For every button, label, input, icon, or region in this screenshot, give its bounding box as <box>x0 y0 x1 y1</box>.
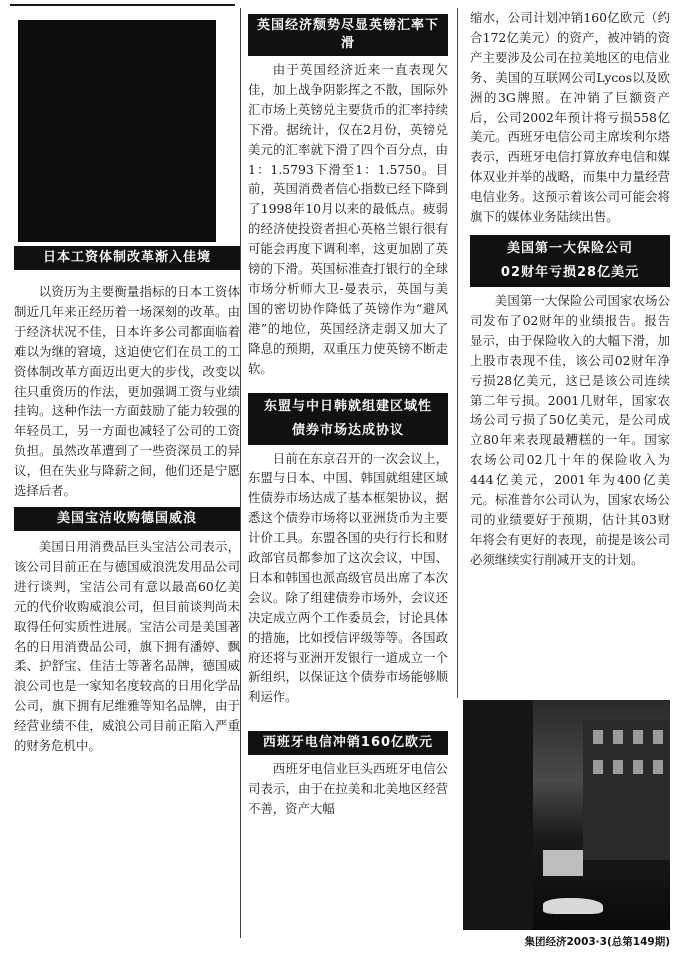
street-photo <box>463 700 670 930</box>
top-rule <box>10 4 235 6</box>
headline-pg-wella: 美国宝洁收购德国威浪 <box>14 507 240 531</box>
article-telefonica-start: 西班牙电信业巨头西班牙电信公司表示，由于在拉美和北美地区经营不善，资产大幅 <box>248 761 448 817</box>
headline-asean-bond-line2: 债券市场达成协议 <box>291 422 404 438</box>
column-divider <box>240 8 241 938</box>
column-divider <box>457 8 458 698</box>
article-japan-wage-reform: 以资历为主要衡量指标的日本工资体制近几年来正经历着一场深刻的改革。由于经济状况不佳，日本许多公司都面临着难以为继的窘境，这迫使它们在员工的工资体制改革方面迈出更大的步伐，改变以往只重资历的作法，更加强调工资与业绩挂钩。这种作法一方面鼓励了能力较强的年轻员工，另一方面也减轻了公司的工资负担。虽然改革遭到了一些资深员工的异议，但在失业与降薪之间，他们还是宁愿选择后者。 <box>14 284 240 499</box>
headline-insurance <box>470 235 670 287</box>
headline-uk-pound: 英国经济颓势尽显英镑汇率下滑 <box>248 14 448 56</box>
column-middle <box>248 14 448 939</box>
headline-asean-bond <box>248 393 448 445</box>
headline-japan-wage-reform: 日本工资体制改革渐入佳境 <box>14 246 240 270</box>
article-asean-bond: 日前在东京召开的一次会议上，东盟与日本、中国、韩国就组建区域性债券市场达成了基本框架协议，据悉这个债券市场将以亚洲货币为主要计价工具。东盟各国的央行行长和财政部官员都参加了这次会议，中国、日本和韩国也派高级官员出席了本次会议。除了组建债券市场外，会议还决定成立两个工作委员会，讨论具体的措施，比如授信评级等等。各国政府还将与亚洲开发银行一道成立一个新组织，以保证这个债券市场能够顺利运作。 <box>248 450 448 705</box>
page-footer: 集团经济2003·3(总第149期) <box>524 936 670 948</box>
column-right <box>470 8 670 698</box>
article-telefonica-continued: 缩水，公司计划冲销160亿欧元（约合172亿美元）的资产，被冲销的资产主要涉及公司在拉美地区的电信业务、美国的互联网公司Lycos以及欧洲的3G牌照。在冲销了巨额资产后，公司2002年预计将亏损558亿美元。西班牙电信公司主席埃利尔塔表示，西班牙电信打算放弃电信和媒体双业并举的战略，而集中力量经营电信业务。这预示着该公司可能会将旗下的媒体业务陆续出售。 <box>470 10 670 225</box>
article-pg-wella: 美国日用消费品巨头宝洁公司表示，该公司目前正在与德国威浪洗发用品公司进行谈判，宝洁公司有意以最高60亿美元的代价收购威浪公司，但目前谈判尚未取得任何实质性进展。宝洁公司是美国著名的日用消费品公司，旗下拥有潘婷、飘柔、护舒宝、佳洁士等著名品牌，德国威浪公司也是一家知名度较高的日用化学品公司，旗下拥有尼维雅等知名品牌，由于经营业绩不佳，威浪公司目前正陷入严重的财务危机中。 <box>14 538 240 754</box>
article-insurance: 美国第一大保险公司国家农场公司发布了02财年的业绩报告。报告显示，由于保险收入的大幅下滑，加上股市表现不佳，该公司02财年净亏损28亿美元，这已是该公司连续第二年亏损。2001几财年，国家农场公司亏损了50亿美元，是公司成立80年来表现最糟糕的一年。国家农场公司02几十年的保险收入为444亿美元，2001年为400亿美元。标准普尔公司认为，国家农场公司的业绩要好于预期，估计其03财年将会有更好的表现，前提是该公司必须继续实行削减开支的计划。 <box>470 292 670 567</box>
article-photo <box>18 20 216 242</box>
headline-telefonica: 西班牙电信冲销160亿欧元 <box>248 731 448 755</box>
headline-insurance-line1: 美国第一大保险公司 <box>506 240 633 256</box>
headline-insurance-line2: 02财年亏损28亿美元 <box>500 264 640 280</box>
headline-asean-bond-line1: 东盟与中日韩就组建区域性 <box>263 398 432 414</box>
column-left <box>14 246 240 936</box>
article-uk-pound: 由于英国经济近来一直表现欠佳，加上战争阴影挥之不散，国际外汇市场上英镑兑主要货币的汇率持续下滑。据统计，仅在2月份，英镑兑美元的汇率就下滑了四个百分点，由1：1.5793下滑至1：1.5750。目前，英国消费者信心指数已经下降到了1998年10月以来的最低点。疲弱的经济使投资者担心英格兰银行很有可能会再度下调利率，这更加剧了英镑的下滑。英国标准查打银行的全球市场分析师大卫-曼表示，英国与美国的密切协作降低了英镑作为“避风港”的地位，英国经济走弱又加大了降息的预期，双重压力使英镑不断走软。 <box>248 62 448 376</box>
